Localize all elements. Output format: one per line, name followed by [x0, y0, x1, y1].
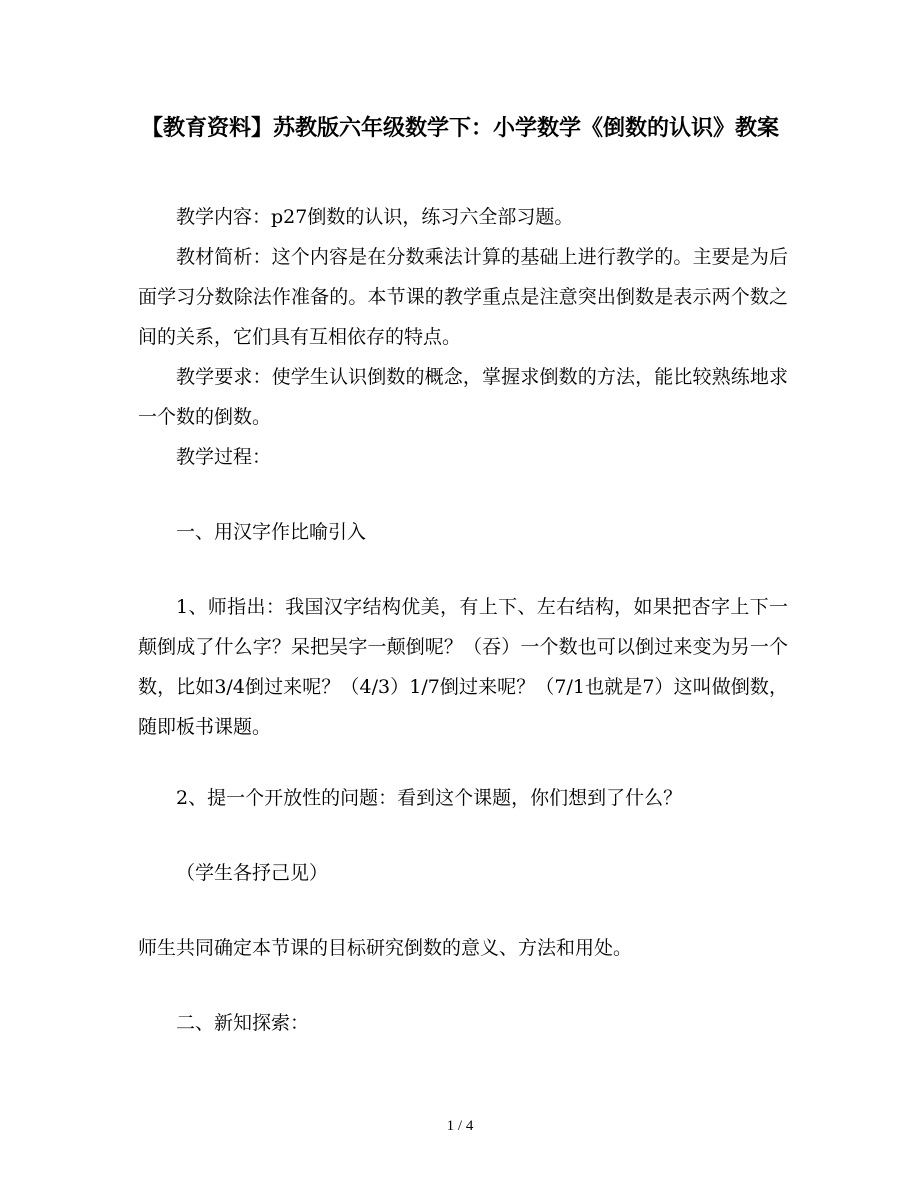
- paragraph-teaching-requirements: 教学要求：使学生认识倒数的概念，掌握求倒数的方法，能比较熟练地求一个数的倒数。: [138, 366, 788, 428]
- page-number: 1 / 4: [446, 1118, 474, 1134]
- paragraph-material-analysis: 教材简析：这个内容是在分数乘法计算的基础上进行教学的。主要是为后面学习分数除法作准备的。本节课的教学重点是注意突出倒数是表示两个数之间的关系，它们具有互相依存的特点。: [138, 246, 788, 348]
- paragraph-teaching-process: 教学过程：: [176, 446, 272, 468]
- paragraph-lesson-goal: 师生共同确定本节课的目标研究倒数的意义、方法和用处。: [138, 937, 633, 959]
- paragraph-teaching-content: 教学内容：p27倒数的认识，练习六全部习题。: [176, 206, 574, 228]
- section-heading-introduction: 一、用汉字作比喻引入: [176, 521, 367, 543]
- paragraph-student-opinions: （学生各抒己见）: [176, 862, 329, 884]
- document-title: 【教育资料】苏教版六年级数学下：小学数学《倒数的认识》教案: [140, 116, 779, 141]
- paragraph-step-2: 2、提一个开放性的问题：看到这个课题，你们想到了什么？: [176, 787, 683, 809]
- section-heading-new-knowledge: 二、新知探索：: [176, 1012, 310, 1034]
- paragraph-step-1: 1、师指出：我国汉字结构优美，有上下、左右结构，如果把杏字上下一颠倒成了什么字？呆把吴字一颠倒呢？（吞）一个数也可以倒过来变为另一个数，比如3/4倒过来呢？（4/3）1/7倒过来呢？（7/1也就是7）这叫做倒数，随即板书课题。: [138, 596, 788, 738]
